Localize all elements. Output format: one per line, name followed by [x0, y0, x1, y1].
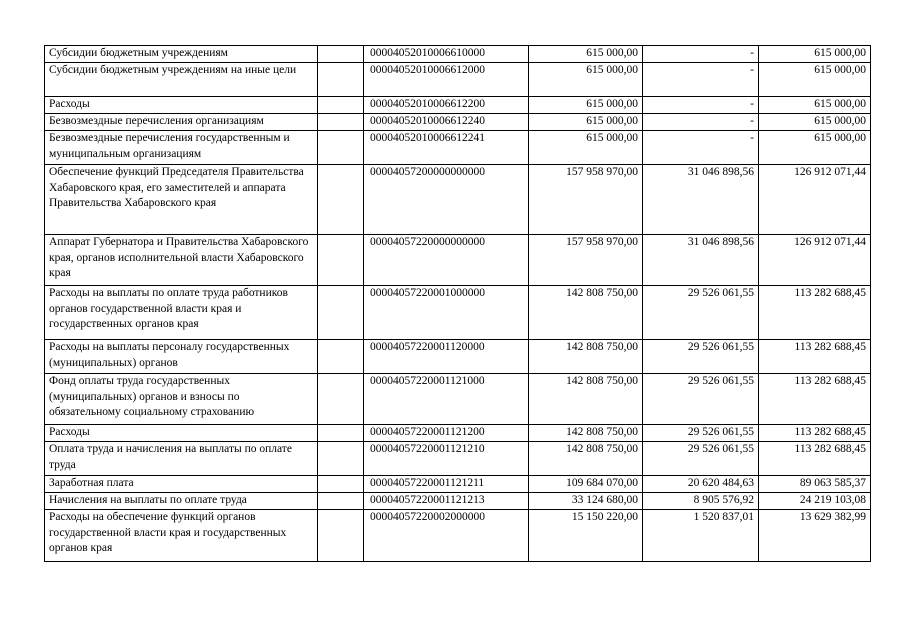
- row-remaining: 615 000,00: [759, 46, 871, 63]
- row-executed: 29 526 061,55: [643, 374, 759, 425]
- row-code: 00004057220001121210: [364, 442, 529, 476]
- table-row: [45, 114, 871, 131]
- table-row: [45, 493, 871, 510]
- table-row: [45, 165, 871, 235]
- table-row: [45, 340, 871, 374]
- row-executed: 29 526 061,55: [643, 286, 759, 340]
- row-name: Обеспечение функций Председателя Правительства Хабаровского края, его заместителей и аппарата Правительства Хабаровского края: [45, 165, 318, 235]
- row-remaining: 615 000,00: [759, 114, 871, 131]
- row-approved: 142 808 750,00: [529, 374, 643, 425]
- row-approved: 142 808 750,00: [529, 286, 643, 340]
- row-code: 00004057200000000000: [364, 165, 529, 235]
- row-remaining: 615 000,00: [759, 131, 871, 165]
- empty-cell: [318, 165, 364, 235]
- row-executed: 31 046 898,56: [643, 235, 759, 286]
- empty-cell: [318, 510, 364, 562]
- row-approved: 615 000,00: [529, 97, 643, 114]
- row-name: Аппарат Губернатора и Правительства Хабаровского края, органов исполнительной власти Хабаровского края: [45, 235, 318, 286]
- table-row: [45, 46, 871, 63]
- row-code: 00004057220001121213: [364, 493, 529, 510]
- row-executed: 29 526 061,55: [643, 425, 759, 442]
- row-remaining: 24 219 103,08: [759, 493, 871, 510]
- row-name: Субсидии бюджетным учреждениям на иные цели: [45, 63, 318, 97]
- empty-cell: [318, 442, 364, 476]
- row-code: 00004057220001121211: [364, 476, 529, 493]
- row-code: 00004057220001121200: [364, 425, 529, 442]
- table-row: [45, 97, 871, 114]
- row-approved: 157 958 970,00: [529, 165, 643, 235]
- empty-cell: [318, 493, 364, 510]
- row-remaining: 113 282 688,45: [759, 442, 871, 476]
- row-name: Расходы на выплаты по оплате труда работников органов государственной власти края и государственных органов края: [45, 286, 318, 340]
- row-approved: 615 000,00: [529, 63, 643, 97]
- table-row: [45, 131, 871, 165]
- row-name: Безвозмездные перечисления государственным и муниципальным организациям: [45, 131, 318, 165]
- row-remaining: 615 000,00: [759, 97, 871, 114]
- row-approved: 109 684 070,00: [529, 476, 643, 493]
- row-code: 00004052010006612200: [364, 97, 529, 114]
- budget-table: [44, 45, 871, 562]
- row-executed: -: [643, 97, 759, 114]
- row-name: Субсидии бюджетным учреждениям: [45, 46, 318, 63]
- table-row: [45, 286, 871, 340]
- row-approved: 615 000,00: [529, 131, 643, 165]
- row-code: 00004057220001121000: [364, 374, 529, 425]
- table-row: [45, 442, 871, 476]
- row-executed: -: [643, 131, 759, 165]
- row-remaining: 113 282 688,45: [759, 286, 871, 340]
- empty-cell: [318, 97, 364, 114]
- empty-cell: [318, 425, 364, 442]
- table-row: [45, 374, 871, 425]
- row-name: Расходы на выплаты персоналу государственных (муниципальных) органов: [45, 340, 318, 374]
- row-approved: 142 808 750,00: [529, 340, 643, 374]
- row-remaining: 113 282 688,45: [759, 340, 871, 374]
- row-executed: 29 526 061,55: [643, 340, 759, 374]
- empty-cell: [318, 46, 364, 63]
- row-name: Расходы: [45, 425, 318, 442]
- row-name: Заработная плата: [45, 476, 318, 493]
- row-executed: 20 620 484,63: [643, 476, 759, 493]
- table-row: [45, 235, 871, 286]
- row-code: 00004057220002000000: [364, 510, 529, 562]
- row-name: Расходы: [45, 97, 318, 114]
- row-executed: 31 046 898,56: [643, 165, 759, 235]
- empty-cell: [318, 374, 364, 425]
- row-code: 00004052010006612241: [364, 131, 529, 165]
- row-code: 00004052010006612240: [364, 114, 529, 131]
- row-approved: 615 000,00: [529, 114, 643, 131]
- empty-cell: [318, 340, 364, 374]
- row-approved: 33 124 680,00: [529, 493, 643, 510]
- row-executed: 29 526 061,55: [643, 442, 759, 476]
- row-code: 00004052010006612000: [364, 63, 529, 97]
- row-executed: 1 520 837,01: [643, 510, 759, 562]
- row-name: Начисления на выплаты по оплате труда: [45, 493, 318, 510]
- row-name: Расходы на обеспечение функций органов государственной власти края и государственных органов края: [45, 510, 318, 562]
- empty-cell: [318, 286, 364, 340]
- empty-cell: [318, 63, 364, 97]
- row-approved: 142 808 750,00: [529, 442, 643, 476]
- row-remaining: 113 282 688,45: [759, 374, 871, 425]
- row-code: 00004052010006610000: [364, 46, 529, 63]
- empty-cell: [318, 476, 364, 493]
- row-remaining: 126 912 071,44: [759, 235, 871, 286]
- row-code: 00004057220000000000: [364, 235, 529, 286]
- row-remaining: 13 629 382,99: [759, 510, 871, 562]
- empty-cell: [318, 114, 364, 131]
- row-remaining: 126 912 071,44: [759, 165, 871, 235]
- empty-cell: [318, 235, 364, 286]
- row-remaining: 89 063 585,37: [759, 476, 871, 493]
- table-row: [45, 476, 871, 493]
- row-remaining: 113 282 688,45: [759, 425, 871, 442]
- table-row: [45, 425, 871, 442]
- row-executed: -: [643, 46, 759, 63]
- row-executed: -: [643, 114, 759, 131]
- row-executed: -: [643, 63, 759, 97]
- row-name: Оплата труда и начисления на выплаты по оплате труда: [45, 442, 318, 476]
- row-approved: 157 958 970,00: [529, 235, 643, 286]
- row-approved: 615 000,00: [529, 46, 643, 63]
- row-code: 00004057220001000000: [364, 286, 529, 340]
- row-code: 00004057220001120000: [364, 340, 529, 374]
- row-name: Безвозмездные перечисления организациям: [45, 114, 318, 131]
- row-approved: 15 150 220,00: [529, 510, 643, 562]
- table-row: [45, 63, 871, 97]
- table-row: [45, 510, 871, 562]
- row-name: Фонд оплаты труда государственных (муниципальных) органов и взносы по обязательному социальному страхованию: [45, 374, 318, 425]
- empty-cell: [318, 131, 364, 165]
- row-approved: 142 808 750,00: [529, 425, 643, 442]
- row-remaining: 615 000,00: [759, 63, 871, 97]
- row-executed: 8 905 576,92: [643, 493, 759, 510]
